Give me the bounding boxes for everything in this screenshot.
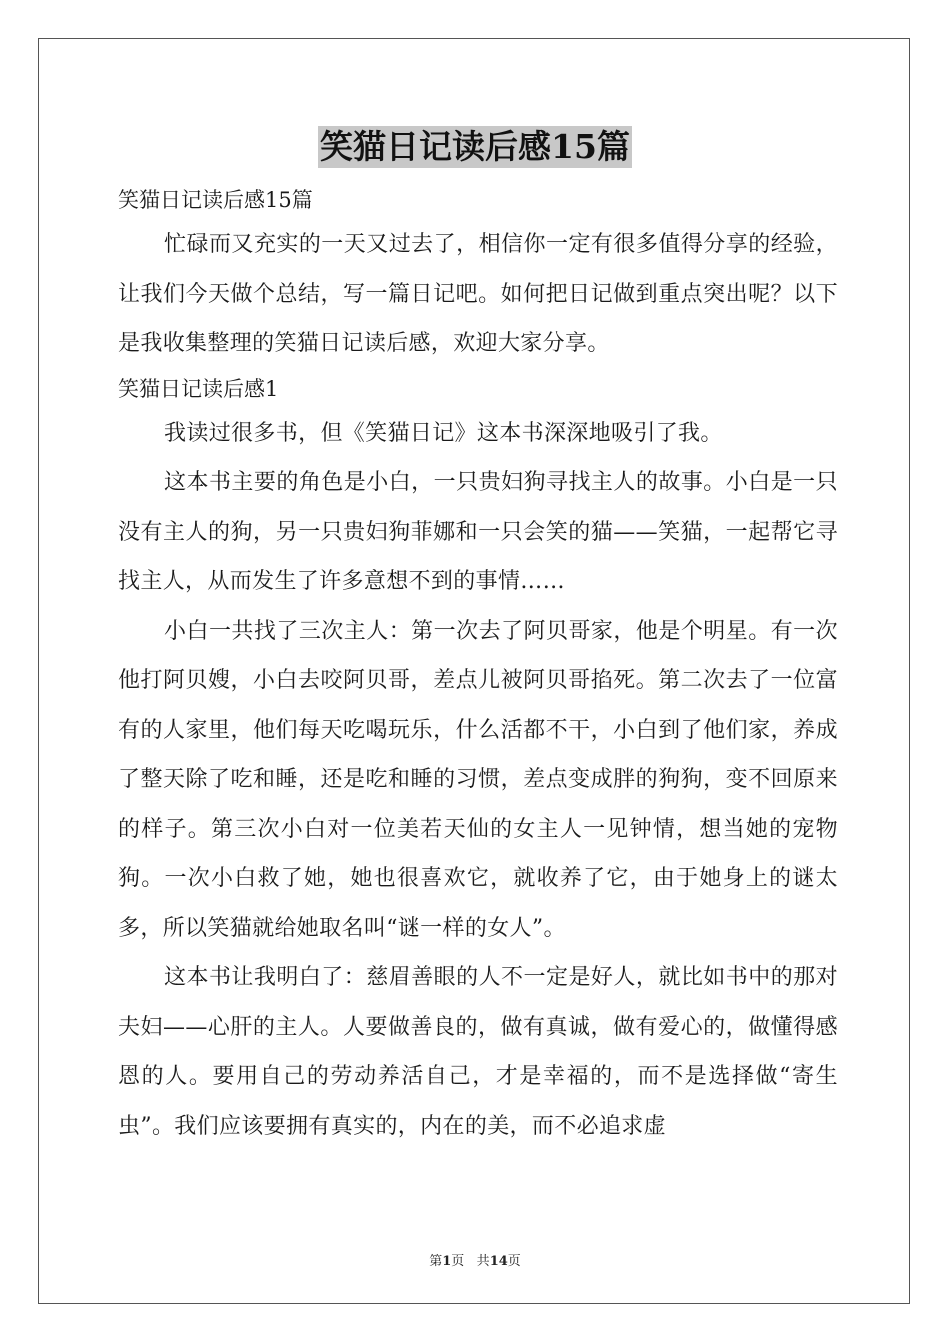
section-heading: 笑猫日记读后感1 [118,376,279,401]
title-container [0,126,950,168]
document-title: 笑猫日记读后感15篇 [320,127,630,166]
body-paragraph: 这本书让我明白了：慈眉善眼的人不一定是好人，就比如书中的那对夫妇——心肝的主人。人要做善良的，做有真诚，做有爱心的，做懂得感恩的人。要用自己的劳动养活自己，才是幸福的，而不是选择做“寄生虫”。我们应该要拥有真实的，内在的美，而不必追求虚 [118,965,838,1139]
document-body [118,180,838,1151]
total-suffix: 页 [507,1254,521,1269]
body-paragraph: 我读过很多书，但《笑猫日记》这本书深深地吸引了我。 [164,420,723,446]
body-paragraph: 这本书主要的角色是小白，一只贵妇狗寻找主人的故事。小白是一只没有主人的狗，另一只贵妇狗菲娜和一只会笑的猫——笑猫，一起帮它寻找主人，从而发生了许多意想不到的事情…… [118,470,838,594]
total-prefix: 共 [476,1254,490,1269]
page-suffix: 页 [451,1254,465,1269]
total-pages: 14 [489,1254,508,1269]
page-prefix: 第 [429,1254,443,1269]
body-paragraph: 小白一共找了三次主人：第一次去了阿贝哥家，他是个明星。有一次他打阿贝嫂，小白去咬阿贝哥，差点儿被阿贝哥掐死。第二次去了一位富有的人家里，他们每天吃喝玩乐，什么活都不干，小白到了他们家，养成了整天除了吃和睡，还是吃和睡的习惯，差点变成胖的狗狗，变不回原来的样子。第三次小白对一位美若天仙的女主人一见钟情，想当她的宠物狗。一次小白救了她，她也很喜欢它，就收养了它，由于她身上的谜太多，所以笑猫就给她取名叫“谜一样的女人”。 [118,618,838,941]
document-subtitle: 笑猫日记读后感15篇 [118,188,313,212]
intro-paragraph: 忙碌而又充实的一天又过去了，相信你一定有很多值得分享的经验，让我们今天做个总结，写一篇日记吧。如何把日记做到重点突出呢？以下是我收集整理的笑猫日记读后感，欢迎大家分享。 [118,232,838,356]
page-number: 1 [442,1254,452,1269]
page-footer [0,1250,950,1269]
